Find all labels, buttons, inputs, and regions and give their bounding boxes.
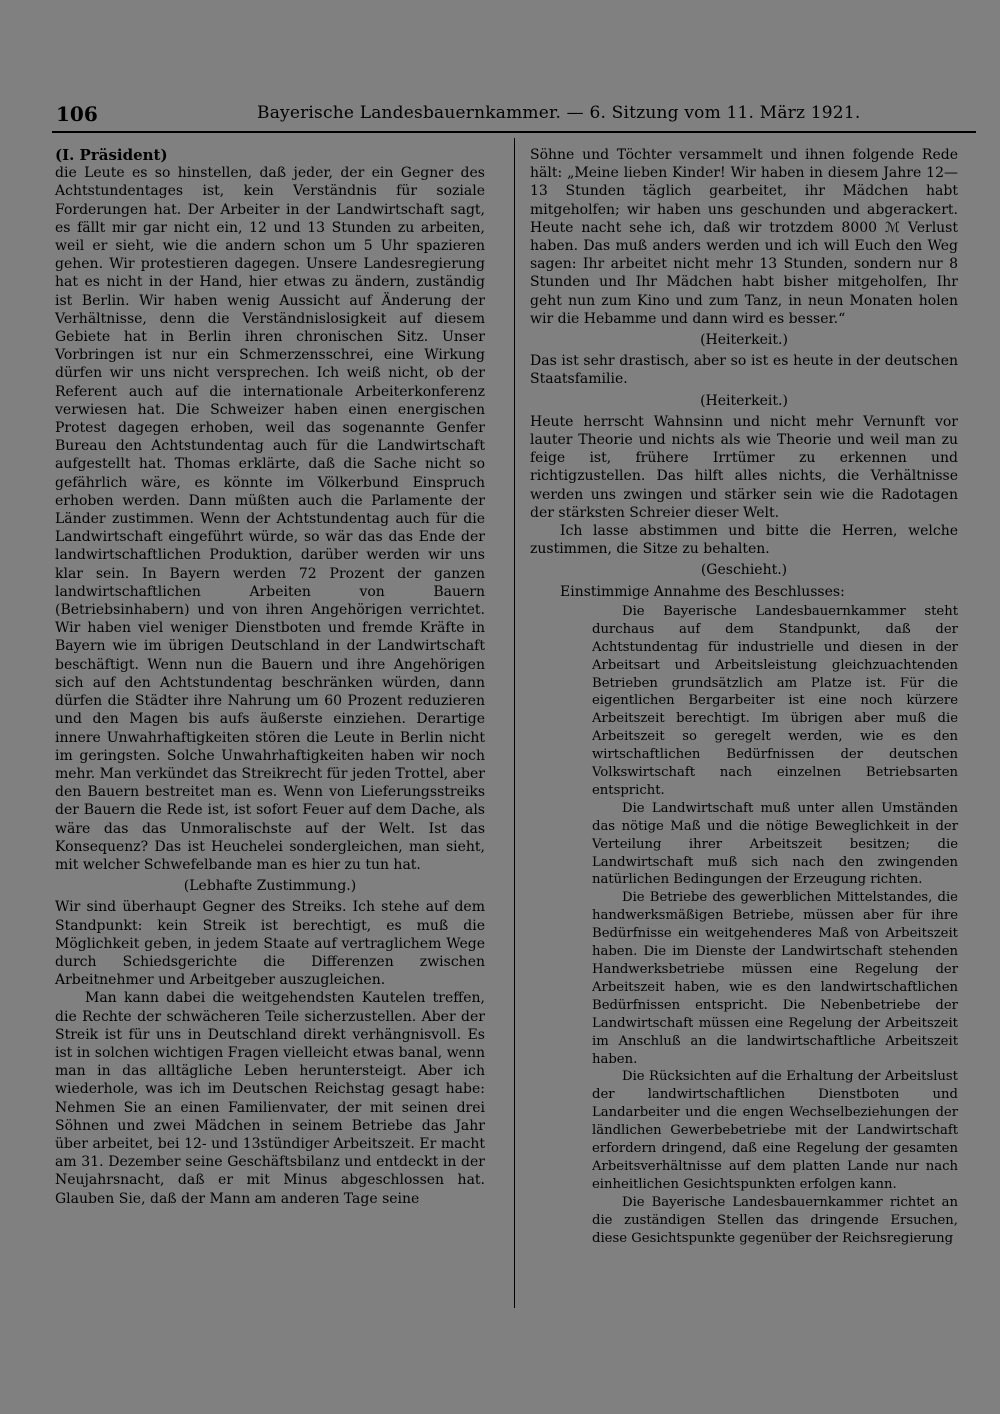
paragraph: Wir sind überhaupt Gegner des Streiks. Ich stehe auf dem Standpunkt: kein Streik ist berechtigt, es muß die Möglichkeit geben, in jedem Staate auf vertraglichem Wege durch Schiedsgerichte die Differenzen zwischen Arbeitnehmer und Arbeitgeber auszugleichen.	[55, 899, 485, 989]
interjection: (Geschieht.)	[700, 562, 788, 579]
left-column	[55, 146, 485, 1208]
paragraph: Söhne und Töchter versammelt und ihnen folgende Rede hält: „Meine lieben Kinder! Wir haben in diesem Jahre 12—13 Stunden täglich gearbeitet, ihr Mädchen habt mitgeholfen; wir haben uns geschunden und abgerackert. Heute nacht sehe ich, daß wir trotzdem 8000 ℳ Verlust haben. Das muß anders werden und ich will Euch den Weg sagen: Ihr arbeitet nicht mehr 13 Stunden, sondern nur 8 Stunden und Ihr Mädchen habt bisher mitgeholfen, Ihr geht nun zum Kino und zum Tanz, in neun Monaten holen wir die Hebamme und dann wird es besser.“	[530, 147, 958, 327]
interjection: (Lebhafte Zustimmung.)	[183, 878, 357, 895]
page-number: 106	[56, 102, 98, 126]
column-divider	[514, 138, 515, 1308]
paragraph: Man kann dabei die weitgehendsten Kautelen treffen, die Rechte der schwächeren Teile sicherzustellen. Aber der Streik ist für uns in Deutschland direkt verhängnisvoll. Es ist in solchen wichtigen Fragen vielleicht etwas banal, wenn man in das alltägliche Leben heruntersteigt. Aber ich wiederhole, was ich im Deutschen Reichstag gesagt habe: Nehmen Sie an einen Familienvater, der mit seinen drei Söhnen und zwei Mädchen in seinem Betriebe das Jahr über arbeitet, bei 12- und 13stündiger Arbeitszeit. Er macht am 31. Dezember seine Geschäftsbilanz und entdeckt in der Neujahrsnacht, daß er mit Minus abgeschlossen hat. Glauben Sie, daß der Mann am anderen Tage seine	[55, 990, 485, 1207]
resolution-paragraph: Die Betriebe des gewerblichen Mittelstandes, die handwerksmäßigen Betriebe, müssen aber für ihre Bedürfnisse ein weitgehenderes Maß von Arbeitszeit haben. Die im Dienste der Landwirtschaft stehenden Handwerksbetriebe müssen eine Regelung der Arbeitszeit haben, wie es den landwirtschaftlichen Bedürfnissen entspricht. Die Nebenbetriebe der Landwirtschaft müssen eine Regelung der Arbeitszeit im Anschluß an die landwirtschaftliche Arbeitszeit haben.	[592, 890, 958, 1067]
resolution-paragraph: Die Rücksichten auf die Erhaltung der Arbeitslust der landwirtschaftlichen Dienstboten und Landarbeiter und die engen Wechselbeziehungen der ländlichen Gewerbebetriebe mit der Landwirtschaft erfordern dringend, daß eine Regelung der gesamten Arbeitsverhältnisse auf dem platten Lande nur nach einheitlichen Gesichtspunkten erfolgen kann.	[592, 1069, 958, 1192]
resolution-paragraph: Die Bayerische Landesbauernkammer richtet an die zuständigen Stellen das dringende Ersuchen, diese Gesichtspunkte gegenüber der Reichsregierung	[592, 1194, 958, 1246]
interjection: (Heiterkeit.)	[700, 392, 788, 409]
paragraph: Heute herrscht Wahnsinn und nicht mehr Vernunft vor lauter Theorie und nichts als wie Theorie und weil man zu feige ist, frühere Irrtümer zu erkennen und richtigzustellen. Das hilft alles nichts, die Verhältnisse werden uns zwingen und stärker sein wie die Radotagen der stärksten Schreier dieser Welt.	[530, 413, 958, 521]
paragraph: Ich lasse abstimmen und bitte die Herren, welche zustimmen, die Sitze zu behalten.	[530, 523, 958, 558]
right-column	[530, 146, 958, 1248]
interjection: (Heiterkeit.)	[700, 332, 788, 349]
resolution-paragraph: Die Bayerische Landesbauernkammer steht durchaus auf dem Standpunkt, daß der Achtstundentag für industrielle und diesen in der Arbeitsart und Arbeitsleistung gleichzuachtenden Betrieben grundsätzlich am Platze ist. Für die eigentlichen Bergarbeiter ist eine noch kürzere Arbeitszeit berechtigt. Im übrigen aber muß die Arbeitszeit so geregelt werden, wie es den wirtschaftlichen Bedürfnissen der deutschen Volkswirtschaft nach einzelnen Betriebsarten entspricht.	[592, 603, 958, 798]
header-rule	[52, 131, 976, 133]
paragraph: Das ist sehr drastisch, aber so ist es heute in der deutschen Staatsfamilie.	[530, 353, 958, 388]
running-head: Bayerische Landesbauernkammer. — 6. Sitzung vom 11. März 1921.	[257, 103, 861, 123]
page-header	[52, 100, 976, 128]
section-label: (I. Präsident)	[55, 146, 168, 164]
paragraph: die Leute es so hinstellen, daß jeder, der ein Gegner des Achtstundentages ist, kein Verständnis für soziale Forderungen hat. Der Arbeiter in der Landwirtschaft sagt, es fällt mir gar nicht ein, 12 und 13 Stunden zu arbeiten, weil er sieht, wie die andern schon um 5 Uhr spazieren gehen. Wir protestieren dagegen. Unsere Landesregierung hat es nicht in der Hand, hier etwas zu ändern, zuständig ist Berlin. Wir haben wenig Aussicht auf Änderung der Verhältnisse, denn die Verständnislosigkeit auf diesem Gebiete hat in Berlin ihren chronischen Sitz. Unser Vorbringen ist nur ein Schmerzensschrei, eine Wirkung dürfen wir uns nicht versprechen. Ich weiß nicht, ob der Referent auch auf die internationale Arbeiterkonferenz verwiesen hat. Die Schweizer haben einen energischen Protest dagegen erhoben, weil das sogenannte Genfer Bureau den Achtstundentag auch für die Landwirtschaft aufgestellt hat. Thomas erklärte, daß die Sache nicht so gefährlich wäre, es könnte im Völkerbund Einspruch erhoben werden. Dann müßten auch die Parlamente der Länder zustimmen. Wenn der Achtstundentag auch für die Landwirtschaft eingeführt würde, so wär das das Ende der landwirtschaftlichen Produktion, darüber werden wir uns klar sein. In Bayern werden 72 Prozent der ganzen landwirtschaftlichen Arbeiten von Bauern (Betriebsinhabern) und von ihren Angehörigen verrichtet. Wir haben viel weniger Dienstboten und fremde Kräfte in Bayern wie im übrigen Deutschland in der Landwirtschaft beschäftigt. Wenn nun die Bauern und ihre Angehörigen sich auf den Achtstundentag beschränken würden, dann dürfen die Städter ihre Nahrung um 60 Prozent reduzieren und den Magen bis aufs äußerste einziehen. Derartige innere Unwahrhaftigkeiten stören die Leute in Berlin nicht im geringsten. Solche Unwahrhaftigkeiten haben wir noch mehr. Man verkündet das Streikrecht für jeden Trottel, aber den Bauern bestreitet man es. Wenn von Lieferungsstreiks der Bauern die Rede ist, ist sofort Feuer auf dem Dache, als wäre das das Unmoralischste auf der Welt. Ist das Konsequenz? Das ist Heuchelei sondergleichen, man sieht, mit welcher Schwefelbande man es hier zu tun hat.	[55, 165, 485, 873]
resolution-intro: Einstimmige Annahme des Beschlusses:	[560, 583, 845, 600]
resolution-paragraph: Die Landwirtschaft muß unter allen Umständen das nötige Maß und die nötige Beweglichkeit in der Verteilung ihrer Arbeitszeit besitzen; die Landwirtschaft muß sich nach den zwingenden natürlichen Bedingungen der Erzeugung richten.	[592, 800, 958, 888]
